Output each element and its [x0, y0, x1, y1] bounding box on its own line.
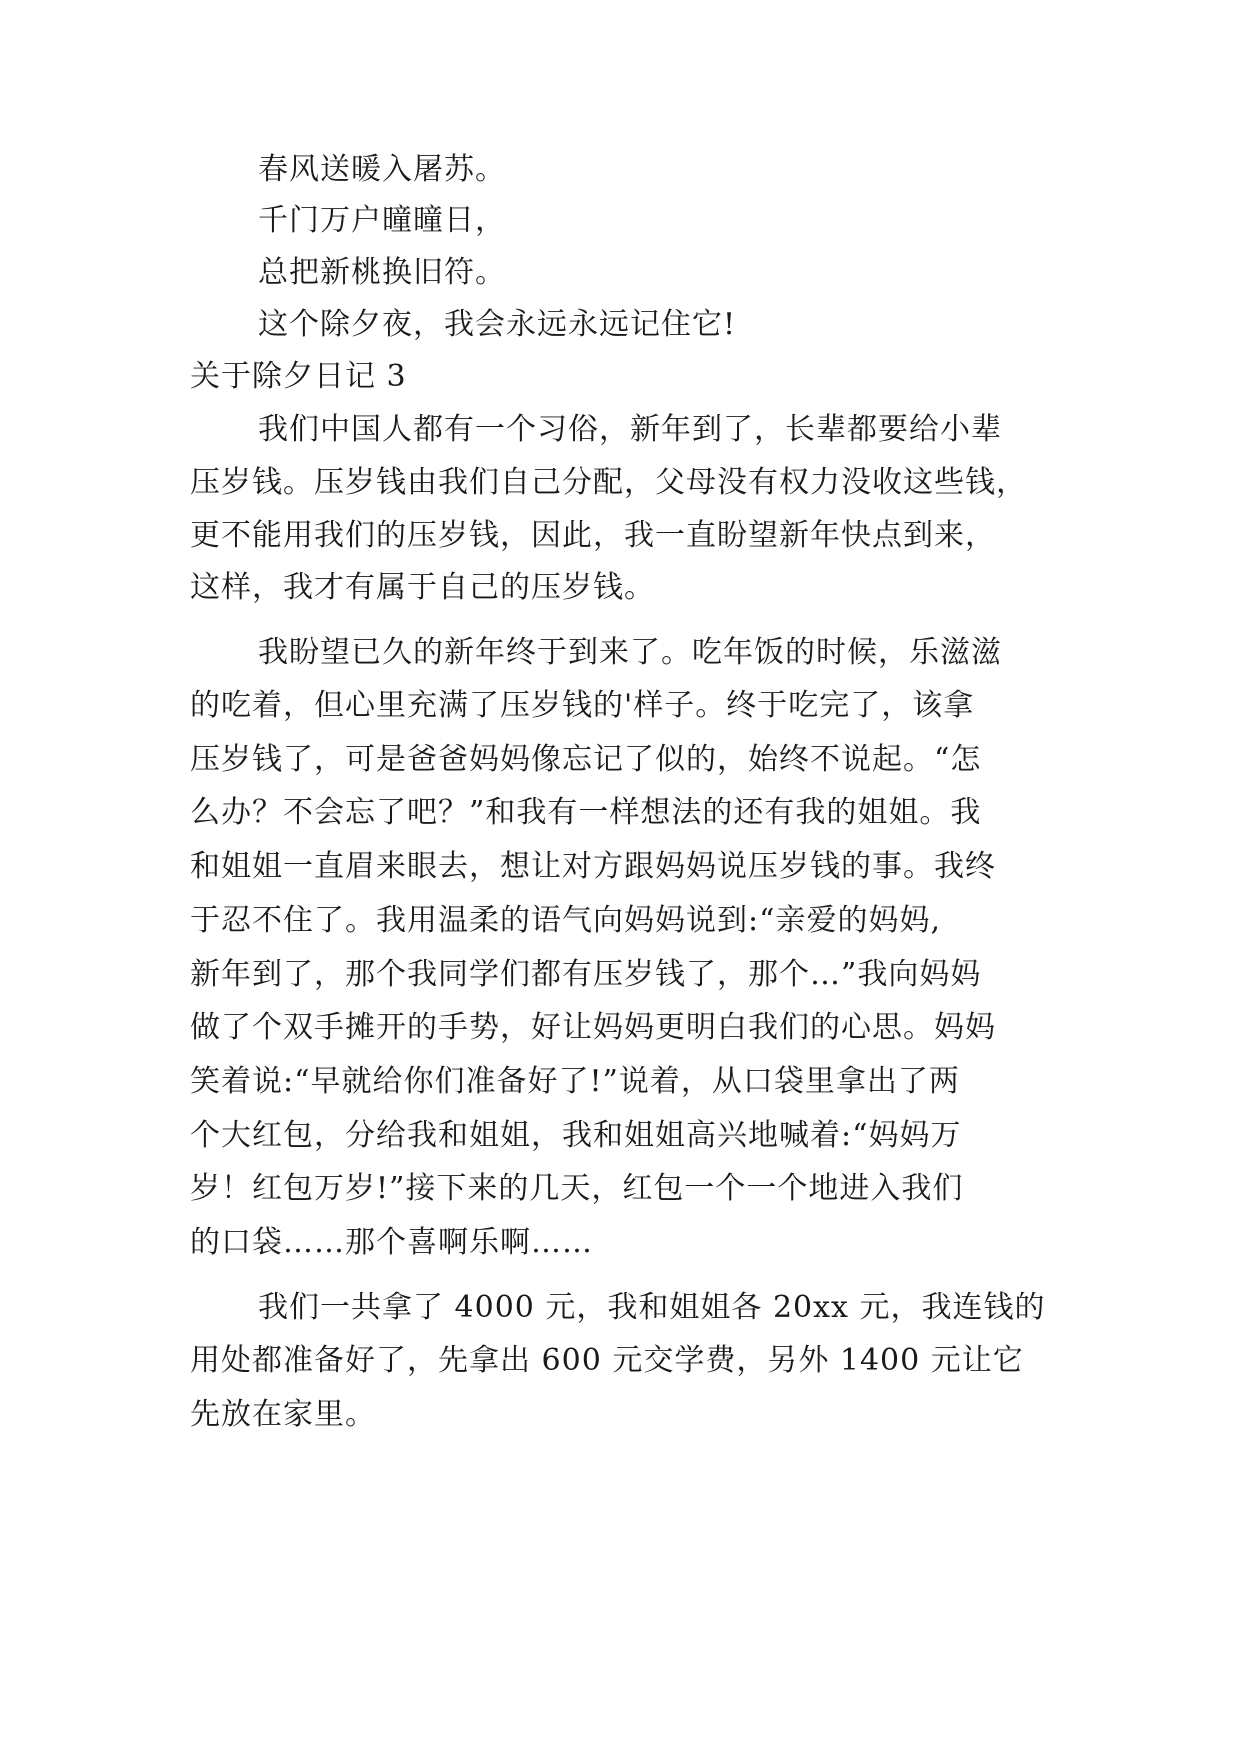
paragraph-line: 的吃着，但心里充满了压岁钱的'样子。终于吃完了，该拿 — [190, 688, 975, 723]
poem-line: 总把新桃换旧符。 — [258, 255, 506, 290]
paragraph-line: 新年到了，那个我同学们都有压岁钱了，那个…”我向妈妈 — [190, 957, 982, 992]
paragraph-line: 我盼望已久的新年终于到来了。吃年饭的时候，乐滋滋 — [258, 635, 1002, 670]
paragraph-line: 笑着说:“早就给你们准备好了!”说着，从口袋里拿出了两 — [190, 1064, 960, 1099]
paragraph-line: 于忍不住了。我用温柔的语气向妈妈说到:“亲爱的妈妈, — [190, 903, 941, 938]
poem-line: 春风送暖入屠苏。 — [258, 152, 506, 187]
paragraph-line: 用处都准备好了，先拿出 600 元交学费，另外 1400 元让它 — [190, 1343, 1024, 1378]
section-title: 关于除夕日记 3 — [190, 359, 407, 394]
paragraph-line: 么办？不会忘了吧？”和我有一样想法的还有我的姐姐。我 — [190, 795, 982, 830]
paragraph-line: 我们中国人都有一个习俗，新年到了，长辈都要给小辈 — [258, 412, 1002, 447]
paragraph-line: 先放在家里。 — [190, 1397, 376, 1432]
paragraph-line: 的口袋……那个喜啊乐啊…… — [190, 1225, 593, 1260]
paragraph-line: 压岁钱。压岁钱由我们自己分配，父母没有权力没收这些钱， — [190, 465, 1027, 500]
paragraph-line: 和姐姐一直眉来眼去，想让对方跟妈妈说压岁钱的事。我终 — [190, 849, 996, 884]
paragraph-line: 做了个双手摊开的手势，好让妈妈更明白我们的心思。妈妈 — [190, 1010, 996, 1045]
paragraph-line: 我们一共拿了 4000 元，我和姐姐各 20xx 元，我连钱的 — [258, 1290, 1046, 1325]
poem-line: 千门万户曈曈日， — [258, 203, 506, 238]
paragraph-line: 这样，我才有属于自己的压岁钱。 — [190, 570, 655, 605]
closing-line: 这个除夕夜，我会永远永远记住它! — [258, 307, 737, 342]
paragraph-line: 压岁钱了，可是爸爸妈妈像忘记了似的，始终不说起。“怎 — [190, 742, 982, 777]
paragraph-line: 更不能用我们的压岁钱，因此，我一直盼望新年快点到来， — [190, 518, 996, 553]
paragraph-line: 岁！红包万岁!”接下来的几天，红包一个一个地进入我们 — [190, 1171, 964, 1206]
paragraph-line: 个大红包，分给我和姐姐，我和姐姐高兴地喊着:“妈妈万 — [190, 1118, 962, 1153]
